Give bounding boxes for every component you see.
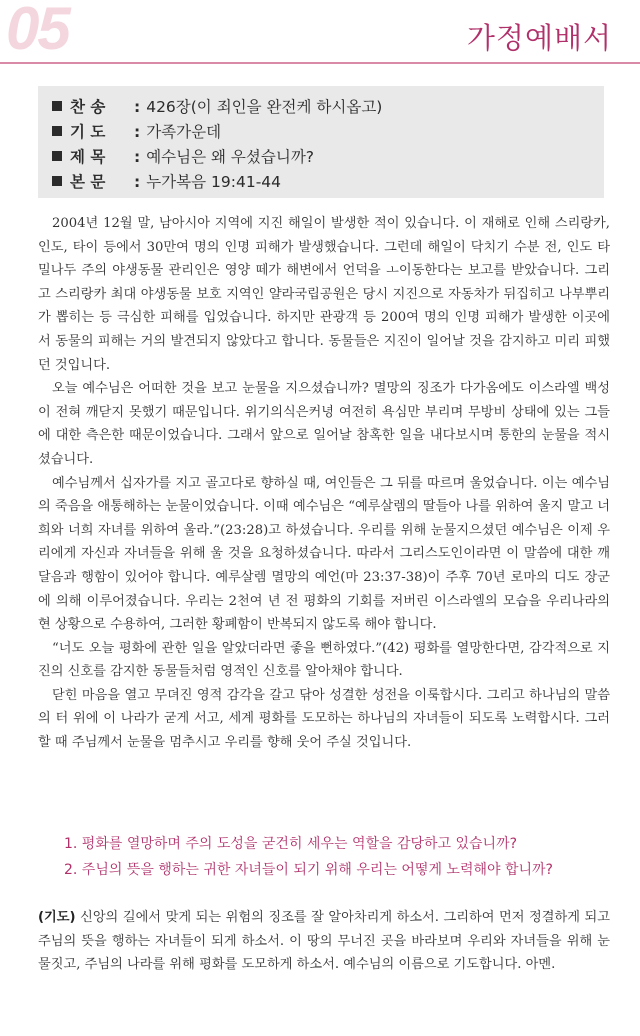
- info-row-hymn: 찬 송 : 426장(이 죄인을 완전케 하시옵고): [52, 95, 382, 121]
- info-label: 기 도: [70, 123, 106, 141]
- section-number: 05: [6, 0, 69, 62]
- info-value: 예수님은 왜 우셨습니까?: [146, 148, 315, 166]
- info-label: 찬 송: [70, 98, 106, 116]
- closing-prayer: [38, 906, 610, 977]
- paragraph: 닫힌 마음을 열고 무뎌진 영적 감각을 갈고 닦아 성결한 성전을 이룩합시다. 그리고 하나님의 말씀의 터 위에 이 나라가 굳게 서고, 세계 평화를 도모하는 하나님의 자녀들이 되도록 노력합시다. 그러할 때 주님께서 눈물을 멈추시고 우리를 향해 웃어 주실 것입니다.: [38, 687, 610, 751]
- info-box: [38, 86, 604, 198]
- paragraph: 오늘 예수님은 어떠한 것을 보고 눈물을 지으셨습니까? 멸망의 징조가 다가옴에도 이스라엘 백성이 전혀 깨닫지 못했기 때문입니다. 위기의식은커녕 여전히 욕심만 부리며 무방비 상태에 있는 그들에 대한 측은한 때문이었습니다. 그래서 앞으로 일어날 참혹한 일을 내다보시며 통한의 눈물을 적시셨습니다.: [38, 381, 610, 467]
- header-divider: [0, 62, 640, 64]
- info-label: 제 목: [70, 148, 106, 166]
- paragraph: 2004년 12월 말, 남아시아 지역에 지진 해일이 발생한 적이 있습니다. 이 재해로 인해 스리랑카, 인도, 타이 등에서 30만여 명의 인명 피해가 발생했습니다. 그런데 해일이 닥치기 수분 전, 인도 타밀나두 주의 야생동물 관리인은 영양 떼가 해변에서 언덕을 ㅗ이동한다는 보고를 받았습니다. 그리고 스리랑카 최대 야생동물 보호 지역인 얄라국립공원은 당시 지진으로 자동차가 뒤집히고 나부뿌리가 뽑히는 등 극심한 피해를 입었습니다. 하지만 관광객 등 200여 명의 인명 피해가 발생한 이곳에서 동물의 피해는 거의 발견되지 않았다고 합니다. 동물들은 지진이 일어날 것을 감지하고 미리 피했던 것입니다.: [38, 216, 610, 373]
- info-label: 본 문: [70, 173, 106, 191]
- sermon-body: [38, 212, 610, 755]
- info-value: 누가복음 19:41-44: [146, 173, 282, 191]
- paragraph: “너도 오늘 평화에 관한 일을 알았더라면 좋을 뻔하였다.”(42) 평화를 열망한다면, 감각적으로 지진의 신호를 감지한 동물들처럼 영적인 신호를 알아채야 합니다.: [38, 640, 610, 680]
- question-2: 2. 주님의 뜻을 행하는 귀한 자녀들이 되기 위해 우리는 어떻게 노력해야 합니까?: [64, 862, 553, 878]
- paragraph: 예수님께서 십자가를 지고 골고다로 향하실 때, 여인들은 그 뒤를 따르며 울었습니다. 이는 예수님의 죽음을 애통해하는 눈물이었습니다. 이때 예수님은 “예루살렘의 딸들아 나를 위하여 울지 말고 너희와 너희 자녀를 위하여 울라.”(23:28)고 하셨습니다. 우리를 위해 눈물지으셨던 예수님은 이제 우리에게 자신과 자녀들을 위해 울 것을 요청하셨습니다. 따라서 그리스도인이라면 이 말씀에 대한 깨달음과 행함이 있어야 합니다. 예루살렘 멸망의 예언(마 23:37-38)이 주후 70년 로마의 디도 장군에 의해 이루어졌습니다. 우리는 2천여 년 전 평화의 기회를 저버린 이스라엘의 모습을 우리나라의 현 상황으로 수용하여, 그러한 황폐함이 반복되지 않도록 해야 합니다.: [38, 475, 610, 633]
- info-row-prayer: 기 도 : 가족가운데: [52, 120, 221, 146]
- square-bullet-icon: [52, 101, 62, 111]
- square-bullet-icon: [52, 151, 62, 161]
- info-value: 가족가운데: [146, 123, 222, 141]
- prayer-text: 신앙의 길에서 맞게 되는 위험의 징조를 잘 알아차리게 하소서. 그리하여 먼저 정결하게 되고 주님의 뜻을 행하는 자녀들이 되게 하소서. 이 땅의 무너진 곳을 바라보며 우리와 자녀들을 위해 눈물짓고, 주님의 나라를 위해 평화를 도모하게 하소서. 예수님의 이름으로 기도합니다. 아멘.: [38, 910, 610, 973]
- page-title: 가정예배서: [466, 21, 612, 55]
- question-1: 1. 평화를 열망하며 주의 도성을 굳건히 세우는 역할을 감당하고 있습니까?: [64, 836, 518, 852]
- info-row-topic: 제 목 : 예수님은 왜 우셨습니까?: [52, 145, 314, 171]
- square-bullet-icon: [52, 176, 62, 186]
- square-bullet-icon: [52, 126, 62, 136]
- info-row-scripture: 본 문 : 누가복음 19:41-44: [52, 170, 281, 196]
- page-header: [0, 0, 640, 62]
- info-value: 426장(이 죄인을 완전케 하시옵고): [146, 98, 383, 116]
- prayer-label: (기도): [38, 910, 76, 925]
